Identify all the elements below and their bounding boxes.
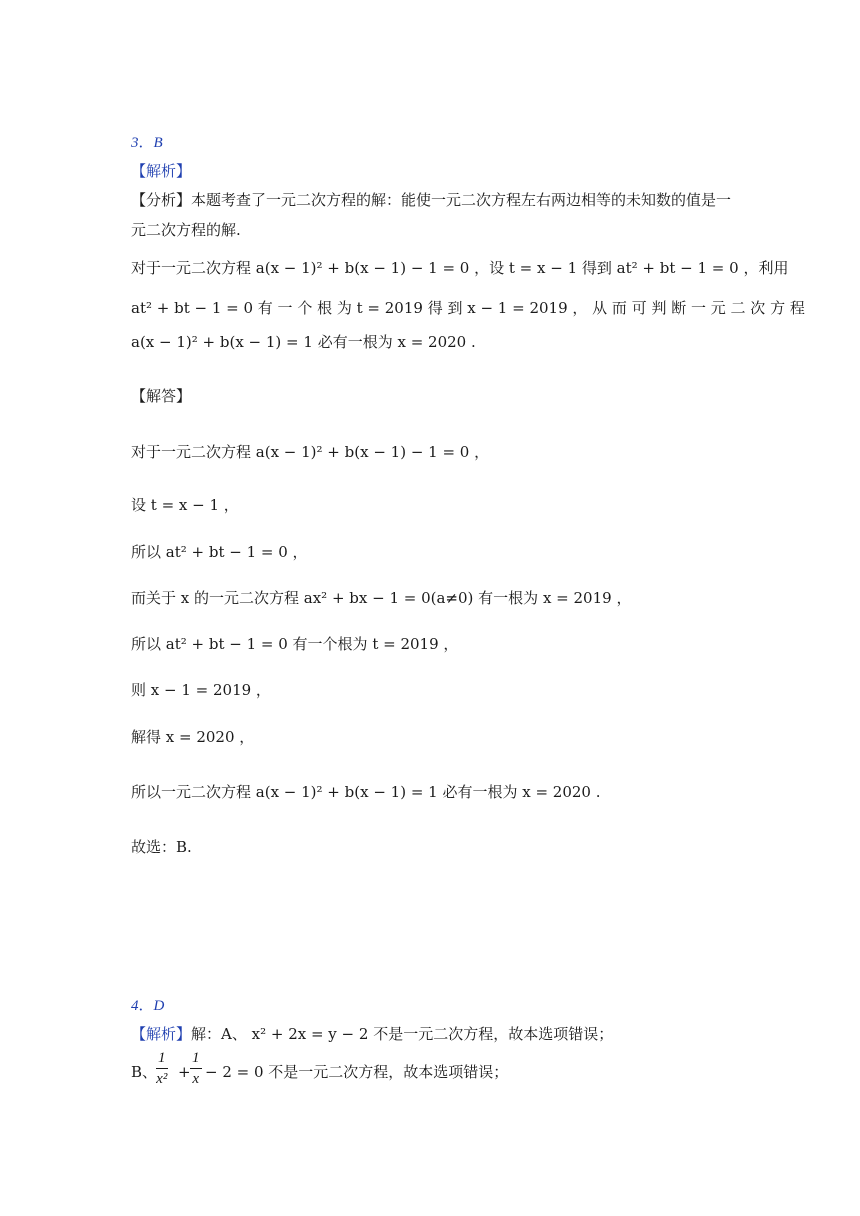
- q3-fenxi-line1: [131, 189, 731, 211]
- q3-fenxi-text1: 本题考查了一元二次方程的解：能使一元二次方程左右两边相等的未知数的值是一: [191, 191, 732, 209]
- q3-number: 3: [131, 135, 139, 151]
- q3-fenxi-tag: 【分析】: [131, 191, 192, 209]
- q4-frac-2-den: x: [192, 1071, 200, 1087]
- q4-line-b-suffix: − 2 = 0 不是一元二次方程，故本选项错误；: [205, 1063, 509, 1081]
- q3-jiexi-tag: 【解析】: [131, 162, 192, 180]
- q4-frac-1: [156, 1048, 168, 1089]
- q4-frac-1-num: 1: [156, 1048, 168, 1069]
- q4-jiexi-tag: 【解析】: [131, 1025, 192, 1043]
- q3-step-7: 解得 x = 2020 ，: [131, 728, 255, 746]
- q4-line-a: [131, 1023, 613, 1045]
- q4-frac-2-num: 1: [190, 1048, 202, 1069]
- q3-sep: ．: [138, 133, 154, 151]
- q3-step-6: 则 x − 1 = 2019 ，: [131, 681, 271, 699]
- q3-jieda-tag: 【解答】: [131, 387, 192, 405]
- q3-para-line2: at² + bt − 1 = 0 有 一 个 根 为 t = 2019 得 到 x − 1 = 2019 ， 从 而 可 判 断 一 元 二 次 方 程: [131, 299, 805, 317]
- q3-step-9: 故选：B.: [131, 838, 192, 856]
- q3-title: [131, 131, 163, 154]
- q4-sep: ．: [138, 996, 154, 1014]
- q4-number: 4: [131, 998, 139, 1014]
- q4-answer: D: [153, 998, 165, 1014]
- q3-para-line3: a(x − 1)² + b(x − 1) = 1 必有一根为 x = 2020 .: [131, 333, 476, 351]
- q4-line-b-prefix: B、: [131, 1063, 158, 1081]
- q3-step-3: 所以 at² + bt − 1 = 0 ，: [131, 543, 308, 561]
- q3-step-8: 所以一元二次方程 a(x − 1)² + b(x − 1) = 1 必有一根为 x = 2020 .: [131, 783, 601, 801]
- q3-step-2: 设 t = x − 1 ，: [131, 496, 239, 514]
- q3-step-4: 而关于 x 的一元二次方程 ax² + bx − 1 = 0(a≠0) 有一根为 x = 2019 ，: [131, 589, 632, 607]
- q4-title: [131, 994, 164, 1017]
- q3-answer: B: [153, 135, 163, 151]
- q3-step-1: 对于一元二次方程 a(x − 1)² + b(x − 1) − 1 = 0 ，: [131, 443, 490, 461]
- q4-plus: +: [178, 1063, 191, 1081]
- q4-frac-1-den: x²: [156, 1071, 168, 1087]
- q4-line-a-text: 解：A、 x² + 2x = y − 2 不是一元二次方程，故本选项错误；: [191, 1025, 614, 1043]
- q3-step-5: 所以 at² + bt − 1 = 0 有一个根为 t = 2019 ，: [131, 635, 459, 653]
- q3-fenxi-line2: 元二次方程的解.: [131, 221, 241, 239]
- q4-frac-2: [190, 1048, 202, 1089]
- q3-para-line1: 对于一元二次方程 a(x − 1)² + b(x − 1) − 1 = 0 ，设 t = x − 1 得到 at² + bt − 1 = 0 ，利用: [131, 259, 789, 277]
